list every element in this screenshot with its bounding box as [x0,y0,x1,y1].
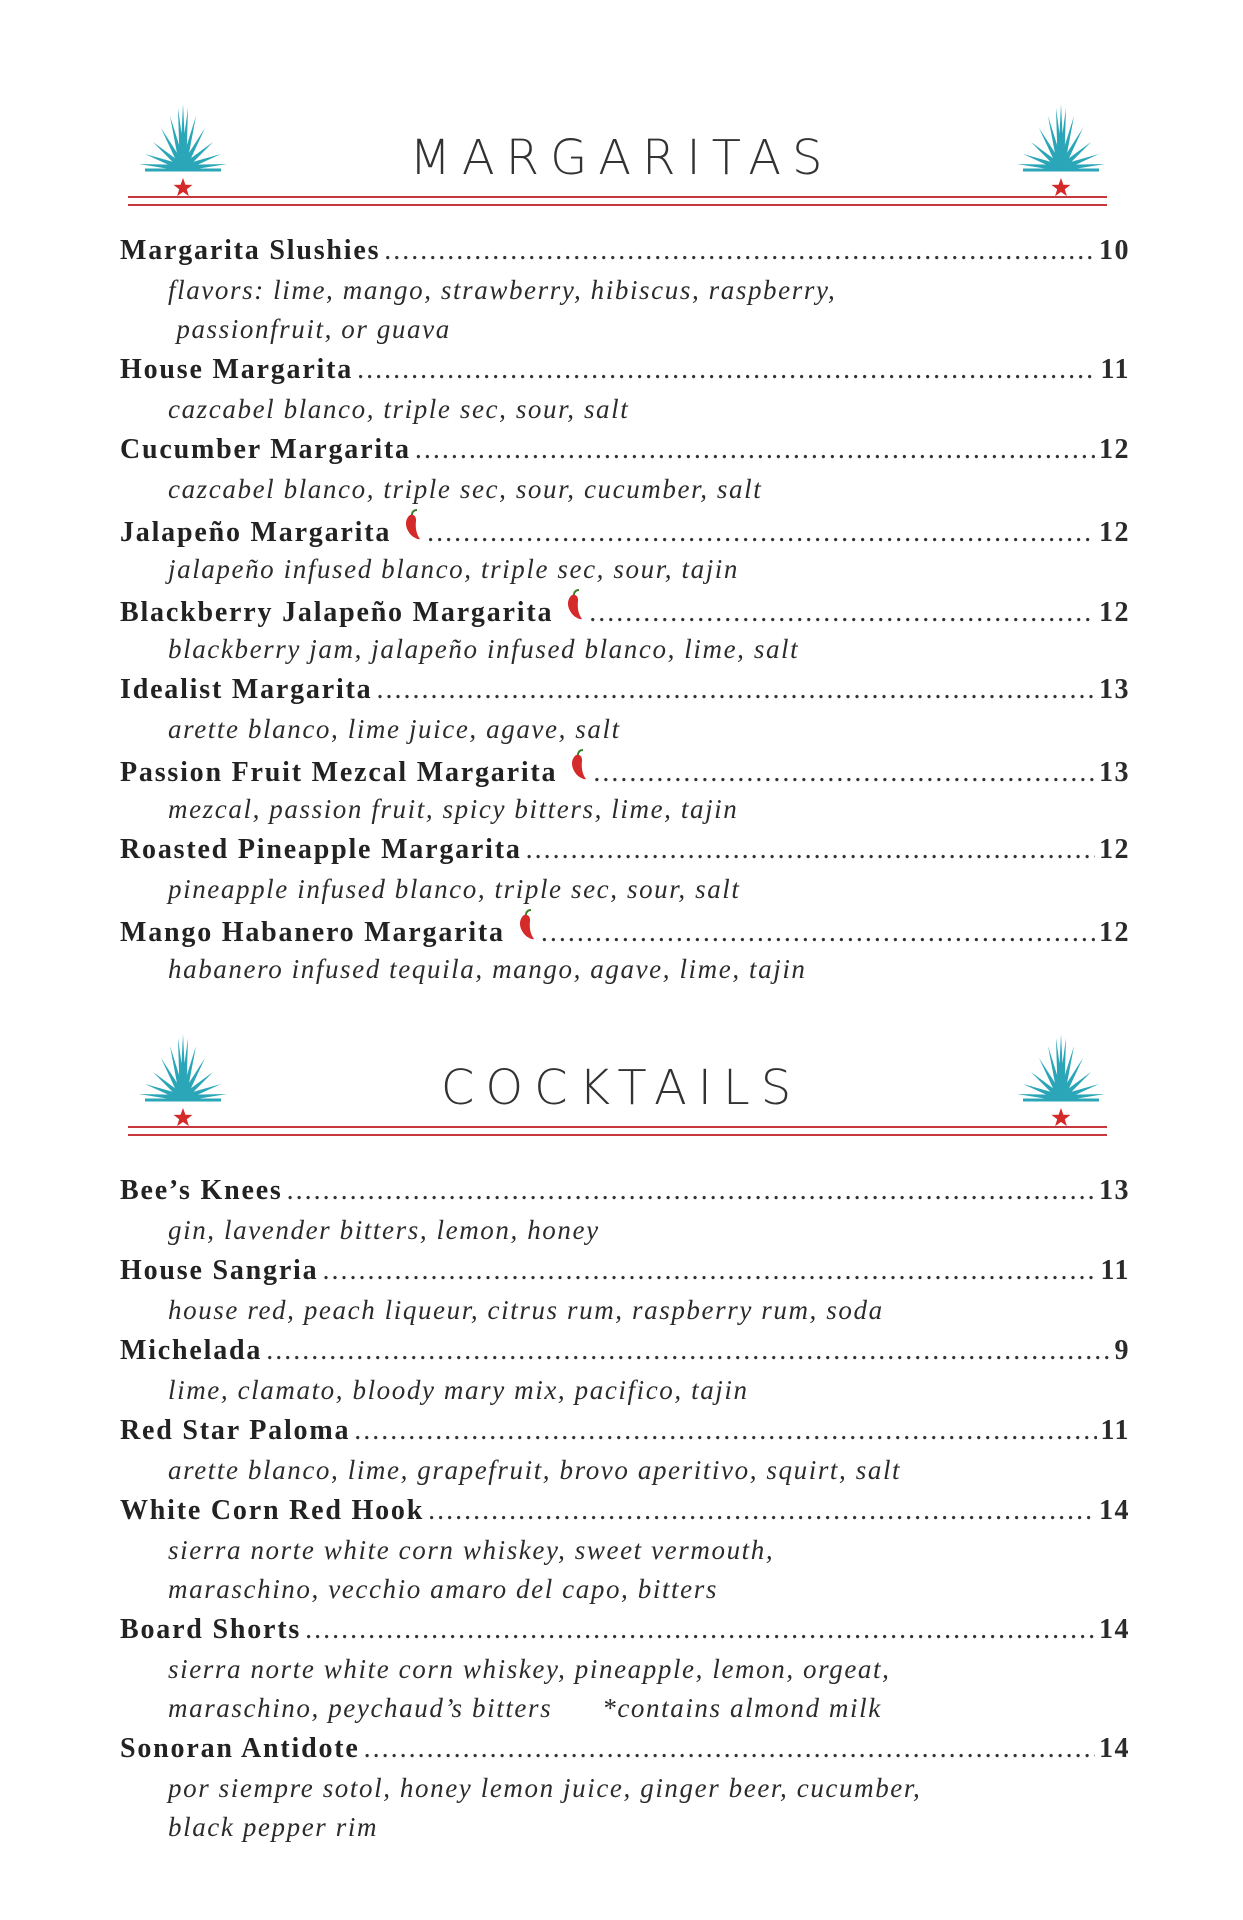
item-name: Mango Habanero Margarita [120,917,505,948]
divider-line [128,1126,1107,1128]
item-name: House Margarita [120,354,354,385]
item-price: 12 [1099,434,1130,465]
menu-item [120,1609,1130,1728]
item-price: 9 [1114,1335,1130,1366]
item-description [120,470,1130,509]
menu-item [120,1250,1130,1330]
item-price: 12 [1099,597,1130,628]
item-description [120,630,1130,669]
item-description-text: black pepper rim [168,1812,379,1842]
item-price: 11 [1100,1415,1130,1446]
item-price: 11 [1100,354,1130,385]
dot-leader [526,829,1095,870]
dot-leader [593,752,1095,793]
item-description-text: maraschino, vecchio amaro del capo, bitters [168,1574,718,1604]
item-description-text: habanero infused tequila, mango, agave, lime, tajin [168,954,807,984]
item-name: Red Star Paloma [120,1415,351,1446]
menu-item-row [120,589,1130,630]
menu-item [120,749,1130,829]
divider-line [128,204,1107,206]
menu-item [120,1170,1130,1250]
item-price: 13 [1099,1175,1130,1206]
item-name: Passion Fruit Mezcal Margarita [120,757,558,788]
item-price: 11 [1100,1255,1130,1286]
item-description-text: gin, lavender bitters, lemon, honey [168,1215,600,1245]
menu-item-row [120,669,1130,710]
menu-item-row [120,230,1130,271]
dot-leader [357,349,1096,390]
menu-item [120,349,1130,429]
item-description [120,390,1130,429]
menu-item-row [120,749,1130,790]
item-description [120,1689,1130,1728]
item-name: Michelada [120,1335,263,1366]
menu-list [120,1170,1130,1847]
menu-item-row [120,349,1130,390]
menu-item-row [120,1410,1130,1451]
dot-leader [305,1609,1095,1650]
menu-item-row [120,509,1130,550]
item-price: 12 [1099,834,1130,865]
menu-item [120,1490,1130,1609]
section-title: COCKTAILS [440,1060,803,1116]
menu-item-row [120,1330,1130,1371]
agave-star-icon [1013,102,1109,202]
item-description-text: arette blanco, lime, grapefruit, brovo aperitivo, squirt, salt [168,1455,902,1485]
dot-leader [384,230,1095,271]
item-price: 12 [1099,517,1130,548]
menu-item [120,829,1130,909]
chili-pepper-icon [567,749,589,781]
dot-leader [322,1250,1096,1291]
menu-item [120,1728,1130,1847]
item-description-text: sierra norte white corn whiskey, pineapple, lemon, orgeat, [168,1654,891,1684]
dot-leader [266,1330,1110,1371]
item-description-text: cazcabel blanco, triple sec, sour, cucumber, salt [168,474,763,504]
item-description [120,1769,1130,1808]
menu-item [120,669,1130,749]
section-title: MARGARITAS [409,130,834,186]
menu-item-row [120,1170,1130,1211]
item-name: Margarita Slushies [120,235,381,266]
dot-leader [376,669,1095,710]
menu-item [120,230,1130,349]
item-description-text: pineapple infused blanco, triple sec, sour, salt [168,874,741,904]
item-description [120,1808,1130,1847]
item-name: Sonoran Antidote [120,1733,360,1764]
dot-leader [415,429,1095,470]
item-name: Roasted Pineapple Margarita [120,834,522,865]
divider-line [128,196,1107,198]
item-description-text: por siempre sotol, honey lemon juice, ginger beer, cucumber, [168,1773,922,1803]
item-description [120,310,1130,349]
dot-leader [364,1728,1095,1769]
menu-item [120,589,1130,669]
item-note: *contains almond milk [602,1693,882,1723]
item-description [120,1451,1130,1490]
item-description-text: house red, peach liqueur, citrus rum, raspberry rum, soda [168,1295,884,1325]
dot-leader [354,1410,1096,1451]
menu-item [120,509,1130,589]
menu-item-row [120,1250,1130,1291]
item-description [120,710,1130,749]
menu-item-row [120,1490,1130,1531]
item-description [120,1531,1130,1570]
item-name: Jalapeño Margarita [120,517,392,548]
item-description-text: flavors: lime, mango, strawberry, hibiscus, raspberry, [168,275,837,305]
dot-leader [287,1170,1095,1211]
menu-item [120,429,1130,509]
item-description-text: cazcabel blanco, triple sec, sour, salt [168,394,630,424]
chili-pepper-icon [563,589,585,621]
item-description-text: arette blanco, lime juice, agave, salt [168,714,621,744]
divider-line [128,1134,1107,1136]
item-name: White Corn Red Hook [120,1495,425,1526]
item-price: 13 [1099,757,1130,788]
item-description-text: maraschino, peychaud’s bitters [168,1693,553,1723]
item-description [120,271,1130,310]
item-description-text: jalapeño infused blanco, triple sec, sour, tajin [168,554,740,584]
item-description [120,1211,1130,1250]
item-description-text: lime, clamato, bloody mary mix, pacifico, tajin [168,1375,749,1405]
item-name: Blackberry Jalapeño Margarita [120,597,554,628]
item-price: 14 [1099,1733,1130,1764]
item-price: 10 [1099,235,1130,266]
chili-pepper-icon [401,509,423,541]
menu-item [120,1330,1130,1410]
item-price: 14 [1099,1495,1130,1526]
dot-leader [427,512,1095,553]
agave-star-icon [1013,1032,1109,1132]
menu-item [120,1410,1130,1490]
item-description [120,550,1130,589]
item-description [120,1371,1130,1410]
item-name: Board Shorts [120,1614,302,1645]
item-description [120,870,1130,909]
item-description [120,790,1130,829]
dot-leader [589,592,1095,633]
item-price: 14 [1099,1614,1130,1645]
menu-item-row [120,1609,1130,1650]
item-price: 13 [1099,674,1130,705]
item-name: Bee’s Knees [120,1175,283,1206]
menu-item-row [120,829,1130,870]
section-header [0,0,1243,220]
item-price: 12 [1099,917,1130,948]
item-description [120,1650,1130,1689]
menu-list [120,230,1130,989]
item-description [120,1570,1130,1609]
item-name: Cucumber Margarita [120,434,411,465]
item-description-text: passionfruit, or guava [168,314,451,344]
item-description [120,1291,1130,1330]
item-description-text: sierra norte white corn whiskey, sweet vermouth, [168,1535,775,1565]
item-name: Idealist Margarita [120,674,373,705]
menu-item-row [120,429,1130,470]
item-name: House Sangria [120,1255,319,1286]
item-description-text: mezcal, passion fruit, spicy bitters, lime, tajin [168,794,739,824]
item-description-text: blackberry jam, jalapeño infused blanco, lime, salt [168,634,800,664]
dot-leader [428,1490,1095,1531]
menu-item-row [120,1728,1130,1769]
section-header [0,930,1243,1150]
